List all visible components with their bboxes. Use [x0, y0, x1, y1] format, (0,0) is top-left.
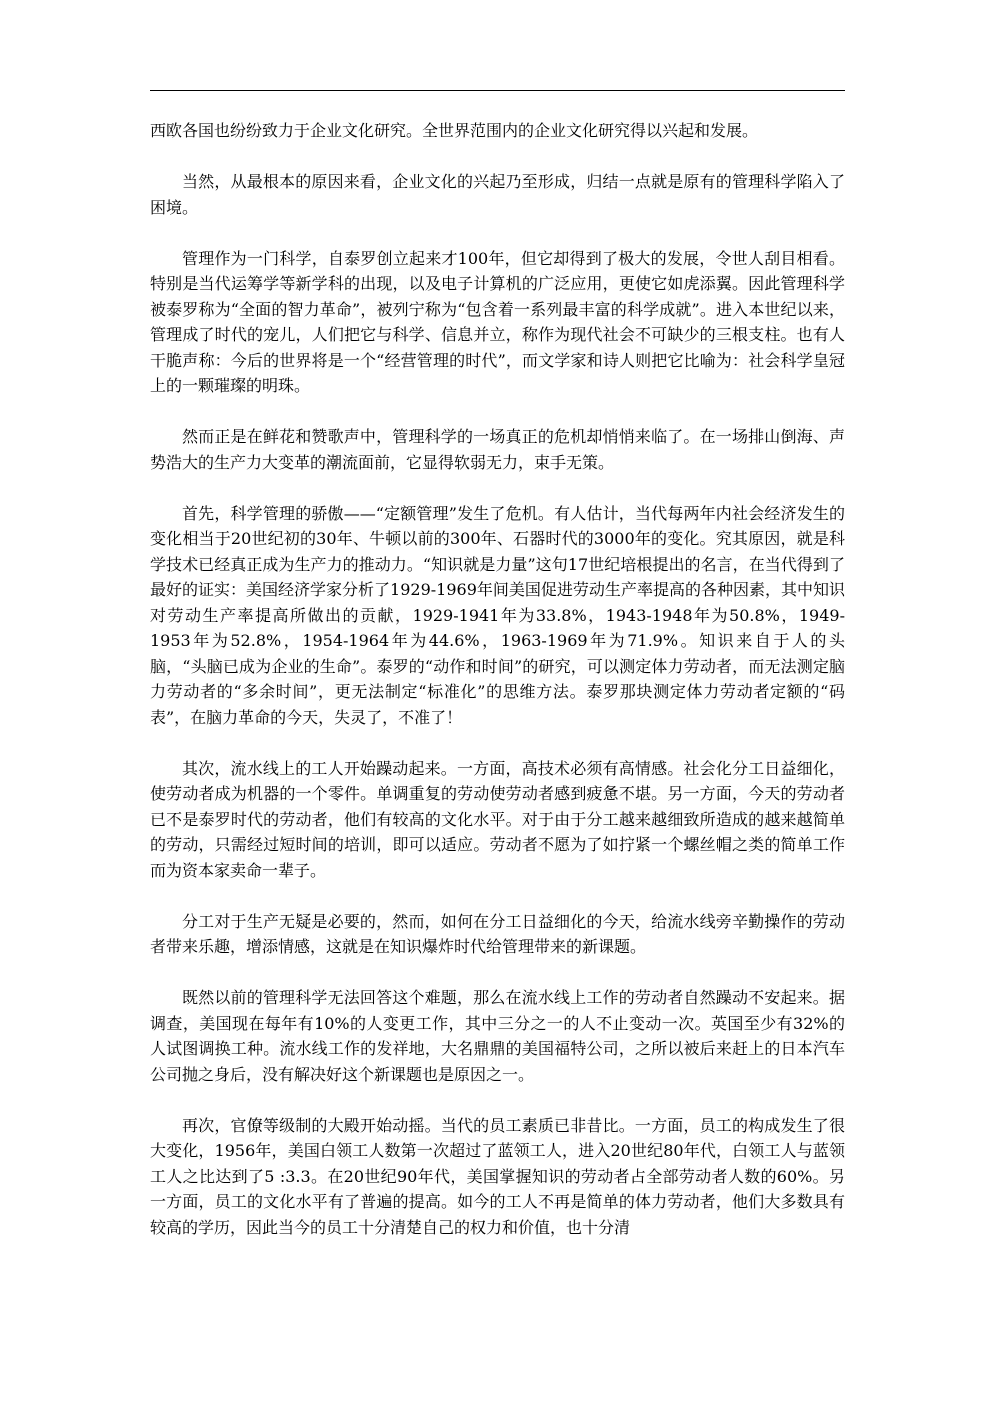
paragraph-8: 既然以前的管理科学无法回答这个难题，那么在流水线上工作的劳动者自然躁动不安起来。据调查，美国现在每年有10%的人变更工作，其中三分之一的人不止变动一次。英国至少有32%的人试图调换工种。流水线工作的发祥地，大名鼎鼎的美国福特公司，之所以被后来赶上的日本汽车公司抛之身后，没有解决好这个新课题也是原因之一。 — [150, 988, 845, 1084]
paragraph-1: 西欧各国也纷纷致力于企业文化研究。全世界范围内的企业文化研究得以兴起和发展。 — [150, 121, 759, 140]
paragraph-3: 管理作为一门科学，自泰罗创立起来才100年，但它却得到了极大的发展，令世人刮目相看。特别是当代运筹学等新学科的出现，以及电子计算机的广泛应用，更使它如虎添翼。因此管理科学被泰罗称为“全面的智力革命”，被列宁称为“包含着一系列最丰富的科学成就”。进入本世纪以来，管理成了时代的宠儿，人们把它与科学、信息并立，称作为现代社会不可缺少的三根支柱。也有人干脆声称：今后的世界将是一个“经营管理的时代”，而文学家和诗人则把它比喻为：社会科学皇冠上的一颗璀璨的明珠。 — [150, 248, 845, 395]
paragraph-5: 首先，科学管理的骄傲——“定额管理”发生了危机。有人估计，当代每两年内社会经济发生的变化相当于20世纪初的30年、牛顿以前的300年、石器时代的3000年的变化。究其原因，就是科学技术已经真正成为生产力的推动力。“知识就是力量”这句17世纪培根提出的名言，在当代得到了最好的证实：美国经济学家分析了1929-1969年间美国促进劳动生产率提高的各种因素，其中知识对劳动生产率提高所做出的贡献，1929-1941年为33.8%，1943-1948年为50.8%，1949-1953年为52.8%，1954-1964年为44.6%，1963-1969年为71.9%。知识来自于人的头脑，“头脑已成为企业的生命”。泰罗的“动作和时间”的研究，可以测定体力劳动者，而无法测定脑力劳动者的“多余时间”，更无法制定“标准化”的思维方法。泰罗那块测定体力劳动者定额的“码表”，在脑力革命的今天，失灵了，不准了！ — [150, 503, 845, 727]
paragraph-2: 当然，从最根本的原因来看，企业文化的兴起乃至形成，归结一点就是原有的管理科学陷入了困境。 — [150, 172, 845, 217]
paragraph-9: 再次，官僚等级制的大殿开始动摇。当代的员工素质已非昔比。一方面，员工的构成发生了很大变化，1956年，美国白领工人数第一次超过了蓝领工人，进入20世纪80年代，白领工人与蓝领工人之比达到了5 :3.3。在20世纪90年代，美国掌握知识的劳动者占全部劳动者人数的60%。另一方面，员工的文化水平有了普遍的提高。如今的工人不再是简单的体力劳动者，他们大多数具有较高的学历，因此当今的员工十分清楚自己的权力和价值，也十分清 — [150, 1115, 845, 1237]
paragraph-7: 分工对于生产无疑是必要的，然而，如何在分工日益细化的今天，给流水线旁辛勤操作的劳动者带来乐趣，增添情感，这就是在知识爆炸时代给管理带来的新课题。 — [150, 911, 845, 956]
document-body — [150, 118, 845, 1266]
paragraph-4: 然而正是在鲜花和赞歌声中，管理科学的一场真正的危机却悄悄来临了。在一场排山倒海、声势浩大的生产力大变革的潮流面前，它显得软弱无力，束手无策。 — [150, 427, 845, 472]
header-rule — [150, 90, 845, 91]
paragraph-6: 其次，流水线上的工人开始躁动起来。一方面，高技术必须有高情感。社会化分工日益细化，使劳动者成为机器的一个零件。单调重复的劳动使劳动者感到疲惫不堪。另一方面，今天的劳动者已不是泰罗时代的劳动者，他们有较高的文化水平。对于由于分工越来越细致所造成的越来越简单的劳动，只需经过短时间的培训，即可以适应。劳动者不愿为了如拧紧一个螺丝帽之类的简单工作而为资本家卖命一辈子。 — [150, 758, 845, 880]
